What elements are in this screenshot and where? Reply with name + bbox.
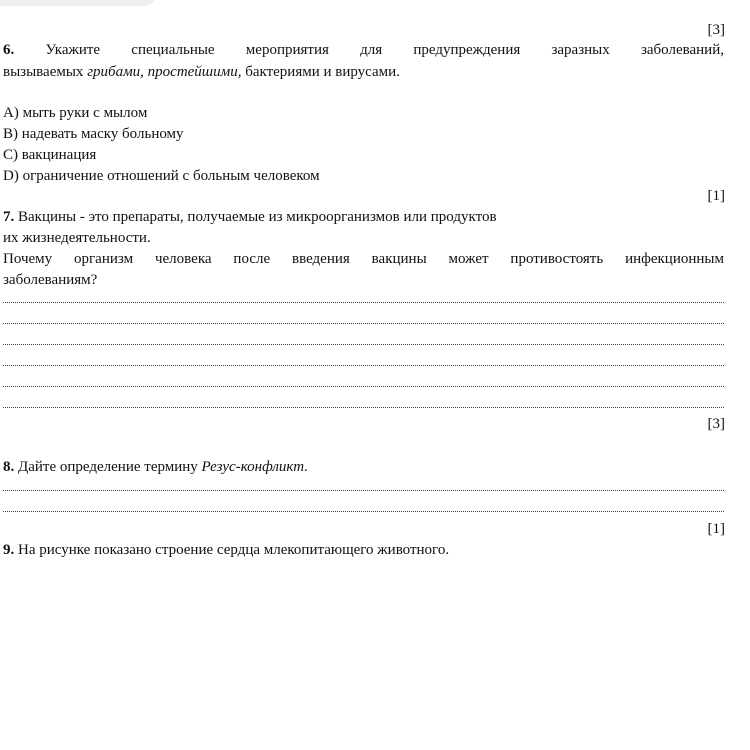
q8-answer-line[interactable] xyxy=(3,511,724,512)
q6-text2a: вызываемых xyxy=(3,64,84,80)
q9-question xyxy=(3,541,449,559)
q7-answer-line[interactable] xyxy=(3,386,724,387)
q7-question-line3: Почему организм человека после введения вакцины может противостоять инфекционным xyxy=(3,251,724,267)
q7-answer-line[interactable] xyxy=(3,344,724,345)
q6-number: 6. xyxy=(3,42,15,58)
q7-question-line4: заболеваниям? xyxy=(3,272,98,288)
q7-answer-line[interactable] xyxy=(3,323,724,324)
q7-answer-line[interactable] xyxy=(3,407,724,408)
q6-text-line1: Укажите специальные мероприятия для предупреждения заразных заболеваний, xyxy=(45,42,724,58)
q6-option-a[interactable]: A) мыть руки с мылом xyxy=(3,105,148,121)
q6-option-c[interactable]: C) вакцинация xyxy=(3,147,97,163)
q8-text: Дайте определение термину xyxy=(18,459,198,475)
q6-option-d[interactable]: D) ограничение отношений с больным человеком xyxy=(3,168,320,184)
q6-answer-mark: [1] xyxy=(707,188,725,204)
q6-text2b: бактериями и вирусами. xyxy=(245,64,400,80)
q9-number: 9. xyxy=(3,542,15,558)
q6-option-b[interactable]: B) надевать маску больному xyxy=(3,126,184,142)
q7-answer-line[interactable] xyxy=(3,365,724,366)
q6-italic-term: грибами, простейшими, xyxy=(87,64,242,80)
q7-score-mark: [3] xyxy=(707,416,725,432)
top-scroll-edge xyxy=(0,0,155,6)
q8-answer-line[interactable] xyxy=(3,490,724,491)
q6-question-line1 xyxy=(3,41,724,59)
q8-score-mark: [1] xyxy=(707,521,725,537)
q7-text-line1: Вакцины - это препараты, получаемые из микроорганизмов или продуктов xyxy=(18,209,497,225)
q8-question xyxy=(3,458,308,476)
q7-number: 7. xyxy=(3,209,15,225)
q6-question-line2 xyxy=(3,63,400,81)
q8-italic-term: Резус-конфликт. xyxy=(201,459,308,475)
q7-answer-line[interactable] xyxy=(3,302,724,303)
q6-score-mark: [3] xyxy=(707,22,725,38)
q9-text: На рисунке показано строение сердца млекопитающего животного. xyxy=(18,542,450,558)
q7-question-line1 xyxy=(3,208,497,226)
q7-question-line2: их жизнедеятельности. xyxy=(3,230,151,246)
q8-number: 8. xyxy=(3,459,15,475)
